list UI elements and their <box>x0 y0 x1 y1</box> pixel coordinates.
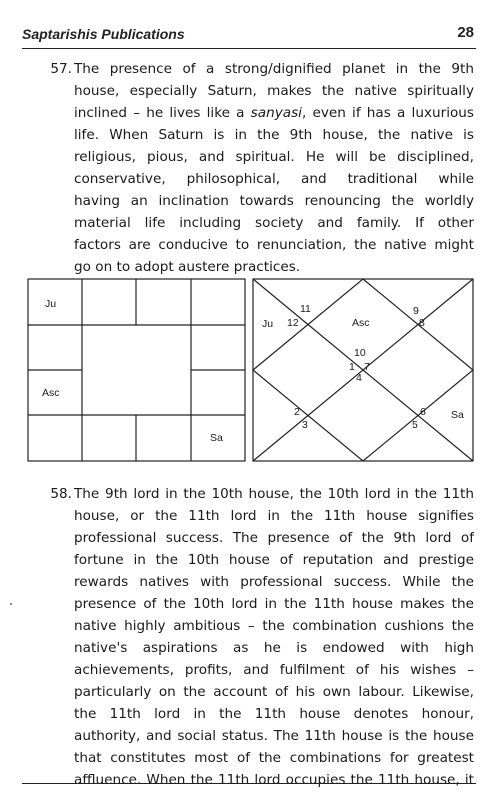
text-line: professional success. The presence of the 9th lord of <box>74 530 474 546</box>
text-line: life. When Saturn is in the 9th house, the native is <box>74 127 474 143</box>
house-10-number: 10 <box>354 347 366 359</box>
paragraph-57 <box>22 58 474 278</box>
text-line: affluence. When the 11th lord occupies the 11th house, it <box>74 772 474 788</box>
text-line: native highly ambitious – the combination cushions the <box>74 618 474 634</box>
text-line: conservative, philosophical, and traditional while <box>74 171 474 187</box>
text-line <box>74 102 474 124</box>
page-header <box>22 22 476 49</box>
page-number: 28 <box>457 24 474 41</box>
planet-sa: Sa <box>210 432 223 444</box>
house-1-number: 1 <box>349 361 355 373</box>
text-line: having an inclination towards renouncing the worldly <box>74 193 474 209</box>
text-line: fortune in the 10th house of reputation and prestige <box>74 552 474 568</box>
text-line: The 9th lord in the 10th house, the 10th lord in the 11th <box>74 486 474 502</box>
paragraph-number: 58. <box>50 486 72 502</box>
footer-rule <box>22 783 476 784</box>
text-line: native's aspirations as he is endowed with high <box>74 640 474 656</box>
text-line: religious, pious, and spiritual. He will be disciplined, <box>74 149 474 165</box>
text-line: authority, and social status. The 11th house is the house <box>74 728 474 744</box>
paragraph-body <box>74 58 474 278</box>
text-line-part: inclined – he lives like a <box>74 105 251 121</box>
text-line: presence of the 10th lord in the 11th house makes the <box>74 596 474 612</box>
house-11-number: 11 <box>300 303 311 315</box>
house-12-number: 12 <box>287 317 299 329</box>
scan-speck <box>10 603 12 605</box>
text-line: factors are conducive to renunciation, the native might <box>74 237 474 253</box>
text-line: achievements, profits, and fulfilment of his wishes – <box>74 662 474 678</box>
house-9-number: 9 <box>413 305 419 317</box>
text-line: The presence of a strong/dignified planet in the 9th <box>74 61 474 77</box>
text-line: the 11th lord in the 11th house denotes honour, <box>74 706 474 722</box>
house-3-number: 3 <box>302 419 308 431</box>
text-line-part: , even if has a luxurious <box>301 105 474 121</box>
house-2-number: 2 <box>294 406 300 418</box>
south-indian-chart <box>27 278 247 463</box>
house-5-number: 5 <box>412 419 418 431</box>
text-line: material life including society and family. If other <box>74 215 474 231</box>
house-6-number: 6 <box>420 406 426 418</box>
paragraph-body <box>74 483 474 791</box>
planet-ju: Ju <box>262 318 274 330</box>
italic-word-sanyasi: sanyasi <box>250 105 302 121</box>
house-7-number: 7 <box>364 361 370 373</box>
planet-sa: Sa <box>451 409 464 421</box>
north-indian-chart <box>252 278 475 463</box>
ascendant-label: Asc <box>42 387 60 399</box>
text-line: house, especially Saturn, makes the native spiritually <box>74 83 474 99</box>
paragraph-number: 57. <box>50 61 72 77</box>
planet-ju: Ju <box>45 298 57 310</box>
ascendant-label: Asc <box>352 317 370 329</box>
house-4-number: 4 <box>356 372 362 384</box>
horoscope-charts <box>27 278 475 463</box>
text-line: go on to adopt austere practices. <box>74 259 301 275</box>
house-8-number: 8 <box>419 317 425 329</box>
text-line: house, or the 11th lord in the 11th house signifies <box>74 508 474 524</box>
text-line: rewards natives with professional success. While the <box>74 574 474 590</box>
text-line: particularly on the account of his own labour. Likewise, <box>74 684 474 700</box>
paragraph-58 <box>22 483 474 791</box>
text-line: that constitutes most of the combinations for greatest <box>74 750 474 766</box>
publisher-name: Saptarishis Publications <box>22 26 185 42</box>
